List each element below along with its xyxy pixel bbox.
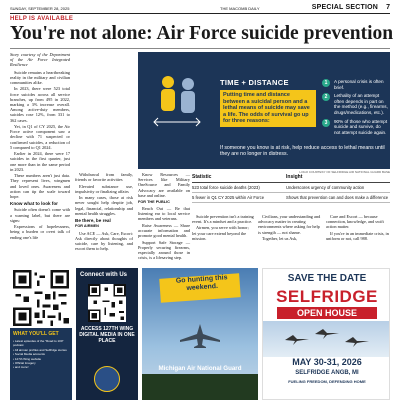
wing-emblem-icon <box>94 366 120 392</box>
section-label: SPECIAL SECTION <box>311 4 378 11</box>
paragraph: Care and Escort — because connection, knowledge, and swift action matter. <box>326 214 384 230</box>
infobox-title: TIME + DISTANCE <box>220 78 289 87</box>
page-number: 7 <box>386 4 390 11</box>
paragraph: Suicide often doesn't come with a warning label, but there are signs: <box>10 207 70 223</box>
table-cell: 5 fewer in Q1 CY 2025 within Air Force <box>192 195 265 200</box>
table-cell: Underscores urgency of community action <box>286 185 365 190</box>
event-location: SELFRIDGE ANGB, MI <box>295 370 359 376</box>
qr-code-icon[interactable] <box>13 270 69 326</box>
table-cell: 523 total force suicide deaths (2023) <box>192 185 260 190</box>
paragraph: Civilians, your understanding and advocacy matter in creating environments where asking for help is strength — not shame. <box>258 214 321 235</box>
point-number: 1 <box>322 79 330 87</box>
point-number: 2 <box>322 93 330 101</box>
base-name: SELFRIDGE <box>276 287 378 306</box>
open-house-ad <box>262 268 390 400</box>
paragraph: In many cases, those at risk never sought help despite job, legal, financial, relationship and mental health struggles. <box>75 195 133 216</box>
closing-column-1 <box>192 214 254 264</box>
list-item: • 127th Wing website <box>13 356 42 361</box>
byline: Story courtesy of the Department of the Air Force Integrated Resilience <box>10 52 70 68</box>
paragraph: Suicide remains a heartbreaking reality in the military and civilian communities alike. <box>10 69 70 86</box>
table-row <box>192 183 390 193</box>
save-the-date: SAVE THE DATE <box>287 273 367 284</box>
statistic-table <box>192 174 390 203</box>
article-column-3 <box>138 172 190 264</box>
paragraph: Suicide prevention isn't a training event. It's a mindset and a practice. <box>192 214 254 225</box>
event-name: OPEN HOUSE <box>277 307 377 319</box>
audience-heading: FOR AIRMEN <box>75 224 99 229</box>
connect-ad <box>76 268 138 400</box>
infobox-points <box>322 79 388 138</box>
point-text: 90% of those who attempt suicide and survive, do not attempt suicide again. <box>334 118 388 135</box>
infobox-highlight: Putting time and distance between a suicidal person and a lethal means of suicide may save a life. The odds of survival go up for three reasons: <box>220 90 316 127</box>
hunting-title: Go hunting this weekend. <box>175 274 228 293</box>
jets-formation-icon <box>263 321 390 357</box>
kicker: HELP IS AVAILABLE <box>10 16 74 22</box>
paragraph: Know Resources — Services like Military OneSource and Family Advocacy are available on base and online. <box>138 172 190 198</box>
audience-heading: FOR THE PUBLIC <box>138 199 170 204</box>
subhead: Know what to look for <box>10 200 58 206</box>
paragraph: Raise Awareness — Share accurate information and promote good mental health. <box>138 222 190 239</box>
paragraph: Airmen, you serve with honor; let your care extend beyond the mission. <box>192 225 249 241</box>
connect-title: Connect with Us <box>80 272 128 278</box>
divider <box>10 48 390 49</box>
paper-name: THE MACOMB DAILY <box>220 6 260 11</box>
paragraph: These numbers aren't just data. They represent lives, wingmen and loved ones. Awareness and action can tip the scale toward hope. <box>10 173 70 200</box>
table-header <box>192 174 390 183</box>
list-item: • Official Imagery <box>13 361 36 366</box>
list-item: • Social Media accounts <box>13 352 45 357</box>
qr-ad <box>10 268 72 400</box>
what-youll-get-box <box>10 328 72 400</box>
infobox-point <box>322 93 388 115</box>
list-item: • All airman profiles and Selfridge stories <box>13 347 67 352</box>
org-name: Michigan Air National Guard <box>158 365 242 372</box>
wyg-heading: WHAT YOU'LL GET <box>13 331 59 337</box>
paragraph: Use ACE — Ask, Care, Escort: Ask directly about thoughts of suicide, care by listening, and escort them to help. <box>75 230 133 252</box>
paragraph: Elevated substance use, impulsivity or finalizing affairs <box>75 183 133 194</box>
image-credit: LOGO COURTESY OF SELFRIDGE AIR NATIONAL GUARD BASE <box>299 170 390 174</box>
point-text: A personal crisis is often brief. <box>334 79 384 90</box>
paragraph: Together, let us Ask, <box>262 235 298 241</box>
paragraph: Yet, in Q1 of CY 2025, the Air Force active component saw a decline with 71 suspected or confirmed suicides, a reduction of 5 compared to Q1 2024. <box>10 124 70 150</box>
issue-date: SUNDAY, SEPTEMBER 28, 2025 <box>10 6 70 11</box>
event-dates: MAY 30-31, 2026 <box>292 357 362 367</box>
masthead <box>10 4 390 14</box>
closing-column-2 <box>258 214 322 264</box>
fighter-jet-icon <box>178 322 222 348</box>
infobox-point <box>322 79 388 90</box>
paragraph: In 2023, there were 523 total force suicides across all service branches, up from 495 in 2022, marking a 3% increase overall. Among active-duty members, suicides rose 12%, from 331 to 362 cases. <box>10 86 70 123</box>
closing-column-3 <box>326 214 390 264</box>
connect-access-text: ACCESS 127TH WING DIGITAL MEDIA IN ONE PLACE <box>79 326 135 344</box>
list-item: • and more! <box>13 365 29 370</box>
paragraph: Withdrawal from family, friends or favorite activities <box>75 172 133 183</box>
article-column-2 <box>75 172 133 264</box>
people-illustration-icon <box>146 72 208 130</box>
point-number: 3 <box>322 119 330 127</box>
point-text: Lethality of an attempt often depends in part on the method (e.g., firearms, drugs/medications, etc.). <box>334 93 388 115</box>
subhead: Be there, be real <box>75 217 111 223</box>
column-header: Insight <box>286 174 303 180</box>
infobox-footer: If someone you know is at risk, help reduce access to lethal means until they are no longer in distress. <box>220 145 385 158</box>
headline: You're not alone: Air Force suicide prevention <box>10 23 394 44</box>
infobox-point <box>322 119 388 136</box>
qr-code-icon[interactable] <box>88 284 126 322</box>
event-tagline: FUELING FREEDOM, DEFENDING HOME <box>288 379 366 384</box>
article-column-1 <box>10 52 70 264</box>
paragraph: Expressions of hopelessness, being a burden or overt talk of ending one's life <box>10 224 70 240</box>
hunting-ad <box>142 268 258 400</box>
ground-background <box>142 374 258 400</box>
paragraph: Earlier in 2024, there were 17 suicides in the first quarter, just one more than in the same period in 2023. <box>10 151 70 172</box>
time-distance-infobox <box>138 52 390 169</box>
paragraph: Support Safe Storage — Properly securing firearms, especially around those in crisis, is a lifesaving step. <box>138 239 190 261</box>
list-item: • Latest episodes of the "Road to 100" podcast <box>13 339 64 348</box>
column-header: Statistic <box>192 174 212 180</box>
table-row <box>192 193 390 203</box>
paragraph: Reach Out — Be that listening ear to local service members and veterans. <box>138 205 190 222</box>
paragraph: If you're in an immediate crisis, in uniform or not, call 988. <box>326 230 389 241</box>
airshow-sky <box>263 321 390 357</box>
table-cell: Shows that prevention can and does make a difference <box>286 195 389 200</box>
